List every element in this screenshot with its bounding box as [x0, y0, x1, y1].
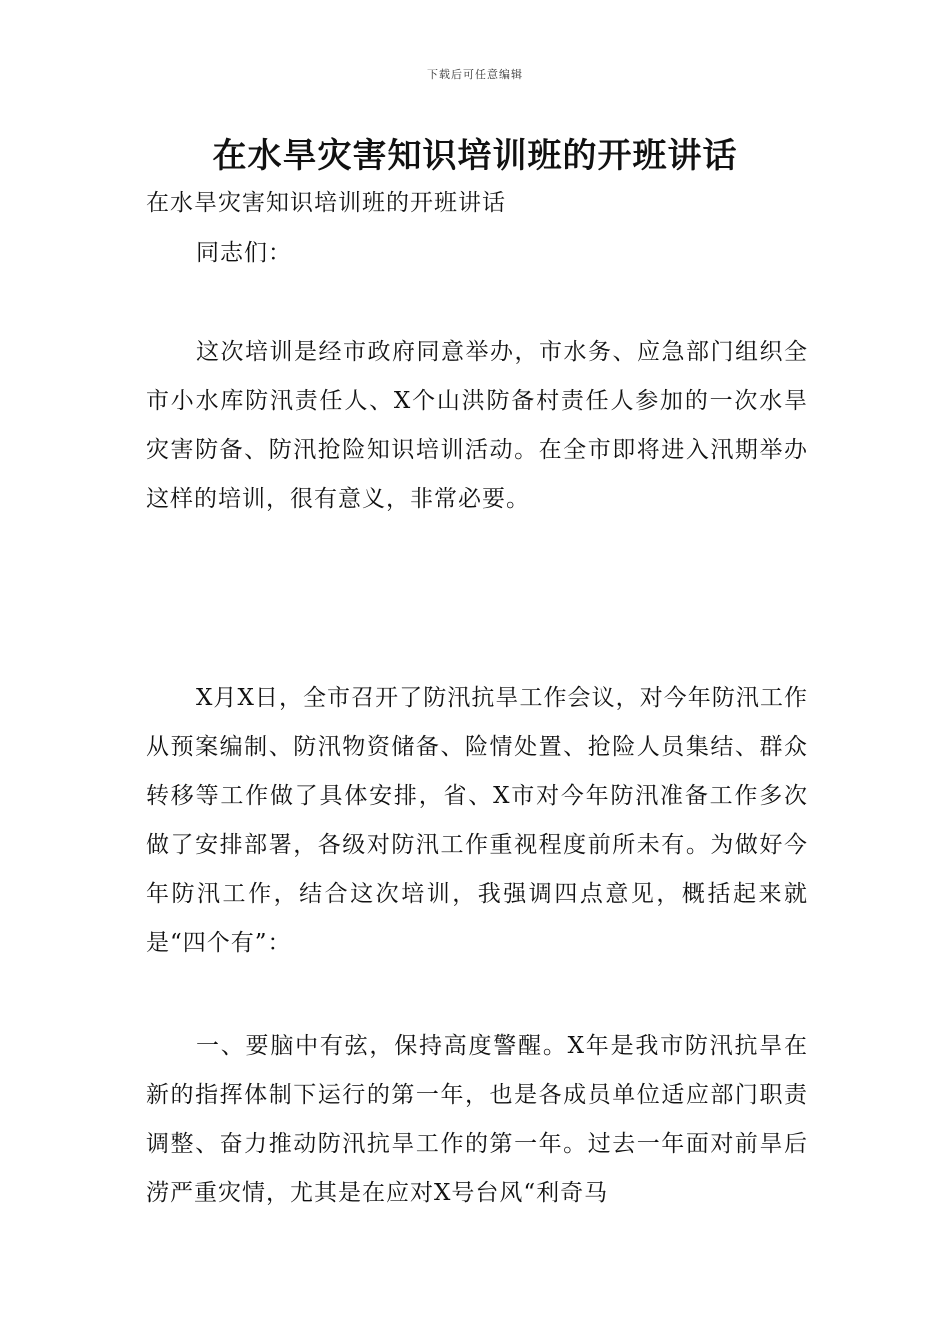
- salutation: 同志们：: [196, 240, 292, 266]
- paragraph: 一、要脑中有弦，保持高度警醒。X年是我市防汛抗旱在新的指挥体制下运行的第一年，也是各成员单位适应部门职责调整、奋力推动防汛抗旱工作的第一年。过去一年面对前旱后涝严重灾情，尤其是在应对X号台风“利奇马: [146, 1033, 808, 1206]
- document-title: 在水旱灾害知识培训班的开班讲话: [212, 136, 738, 176]
- page-header-note: 下载后可任意编辑: [427, 68, 523, 81]
- paragraph: 这次培训是经市政府同意举办，市水务、应急部门组织全市小水库防汛责任人、X个山洪防备村责任人参加的一次水旱灾害防备、防汛抢险知识培训活动。在全市即将进入汛期举办这样的培训，很有意义，非常必要。: [146, 339, 808, 512]
- document-subtitle: 在水旱灾害知识培训班的开班讲话: [146, 190, 506, 216]
- paragraph: X月X日，全市召开了防汛抗旱工作会议，对今年防汛工作从预案编制、防汛物资储备、险情处置、抢险人员集结、群众转移等工作做了具体安排，省、X市对今年防汛准备工作多次做了安排部署，各级对防汛工作重视程度前所未有。为做好今年防汛工作，结合这次培训，我强调四点意见，概括起来就是“四个有”：: [146, 685, 808, 956]
